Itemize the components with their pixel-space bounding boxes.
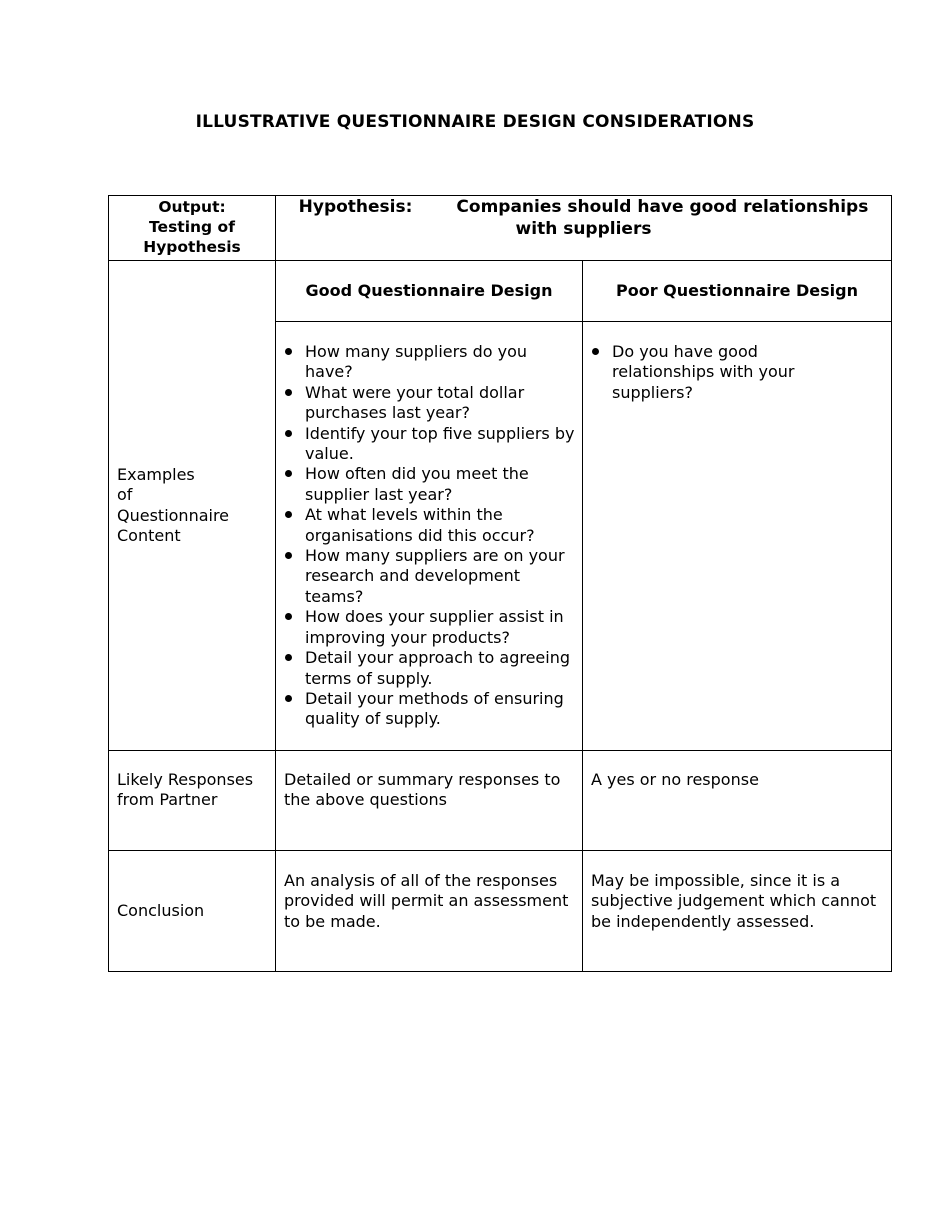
list-item: Detail your methods of ensuring quality of supply. (284, 689, 576, 730)
list-item: How many suppliers do you have? (284, 342, 576, 383)
hypothesis-label: Hypothesis: (298, 197, 413, 217)
list-item: Do you have good relationships with your suppliers? (591, 342, 885, 403)
poor-examples-list (583, 322, 891, 403)
output-header-cell (109, 196, 276, 261)
conclusion-label-cell (109, 851, 276, 972)
questionnaire-table (108, 195, 892, 972)
good-design-header: Good Questionnaire Design (276, 261, 583, 322)
list-item: How does your supplier assist in improving your products? (284, 607, 576, 648)
likely-label: Likely Responses from Partner (117, 770, 254, 810)
header-row (109, 196, 892, 261)
list-item: What were your total dollar purchases last year? (284, 383, 576, 424)
conclusion-poor-cell (583, 851, 892, 972)
likely-good-cell (276, 751, 583, 851)
hypothesis-text: Companies should have good relationships with suppliers (456, 197, 869, 239)
examples-label-cell (109, 261, 276, 751)
likely-good-text: Detailed or summary responses to the above questions (284, 770, 561, 810)
good-examples-cell (276, 322, 583, 751)
output-header-text: Output: Testing of Hypothesis (143, 198, 241, 256)
list-item: Identify your top five suppliers by value. (284, 424, 576, 465)
conclusion-row (109, 851, 892, 972)
list-item: How often did you meet the supplier last year? (284, 464, 576, 505)
conclusion-poor-text: May be impossible, since it is a subjective judgement which cannot be independently assessed. (591, 871, 877, 931)
likely-responses-row (109, 751, 892, 851)
conclusion-label: Conclusion (117, 900, 205, 920)
likely-poor-cell (583, 751, 892, 851)
hypothesis-header-cell (276, 196, 892, 261)
list-item: At what levels within the organisations did this occur? (284, 505, 576, 546)
list-item: How many suppliers are on your research and development teams? (284, 546, 576, 607)
conclusion-good-cell (276, 851, 583, 972)
examples-label: Examples of Questionnaire Content (117, 464, 230, 545)
conclusion-good-text: An analysis of all of the responses provided will permit an assessment to be made. (284, 871, 569, 931)
likely-label-cell (109, 751, 276, 851)
poor-design-header: Poor Questionnaire Design (583, 261, 892, 322)
page-title: ILLUSTRATIVE QUESTIONNAIRE DESIGN CONSIDERATIONS (195, 112, 755, 132)
list-item: Detail your approach to agreeing terms of supply. (284, 648, 576, 689)
good-examples-list (276, 322, 582, 730)
examples-row (109, 261, 892, 322)
poor-examples-cell (583, 322, 892, 751)
likely-poor-text: A yes or no response (591, 770, 759, 789)
